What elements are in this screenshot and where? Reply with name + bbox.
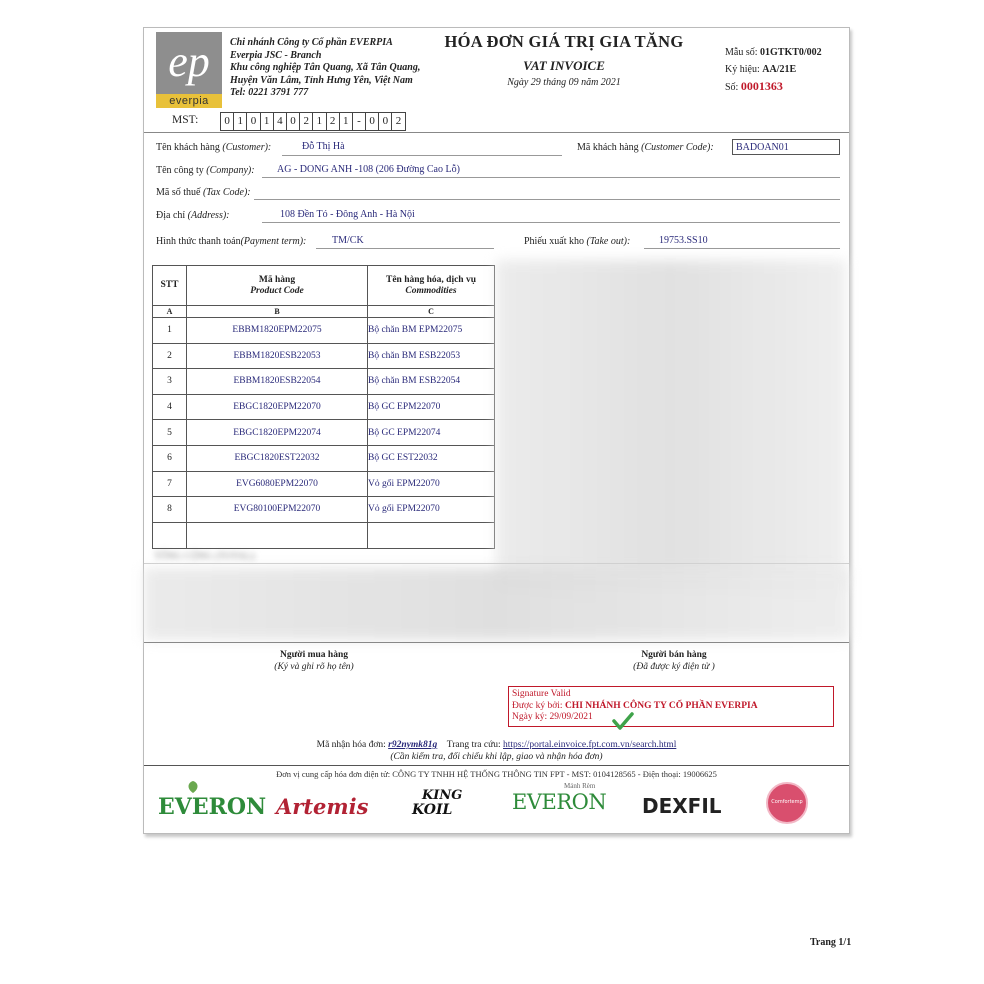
header-name-vi: Tên hàng hóa, dịch vụ: [385, 274, 477, 285]
mst-digit: 2: [300, 113, 313, 130]
lookup-note: (Cần kiểm tra, đối chiếu khi lập, giao và nhận hóa đơn): [390, 752, 603, 762]
row-code: EBBM1820EPM22075: [187, 318, 368, 344]
table-row: [153, 445, 495, 471]
lookup-code-label: Mã nhận hóa đơn:: [316, 740, 389, 750]
underline: [282, 155, 562, 156]
seller-info: [230, 37, 420, 100]
table-row: [153, 471, 495, 497]
table-row: [153, 497, 495, 523]
signed-by: Được ký bởi: CHI NHÁNH CÔNG TY CỔ PHẦN EVERPIA: [512, 700, 758, 711]
subheader-a: A: [153, 306, 187, 318]
row-name: Vỏ gối EPM22070: [368, 497, 495, 523]
customer-code-box: BADOAN01: [732, 139, 840, 155]
comfortemp-logo: Comfortemp: [766, 782, 808, 824]
artemis-logo: Artemis: [276, 794, 369, 819]
mst-digit: 1: [261, 113, 274, 130]
table-row: [153, 318, 495, 344]
row-code: EBBM1820ESB22054: [187, 369, 368, 395]
mst-digit: 0: [366, 113, 379, 130]
row-stt: 4: [153, 394, 187, 420]
sign-divider: [144, 642, 849, 643]
mst-label: MST:: [172, 114, 199, 126]
header-divider: [144, 132, 849, 133]
symbol-value: AA/21E: [762, 64, 797, 75]
row-name: Bộ GC EPM22070: [368, 394, 495, 420]
buyer-title: Người mua hàng: [280, 650, 348, 660]
items-table: [152, 265, 495, 549]
logo-text: everpia: [156, 94, 222, 108]
mst-digit: 0: [287, 113, 300, 130]
row-code: EVG6080EPM22070: [187, 471, 368, 497]
row-name: Bộ chăn BM ESB22053: [368, 343, 495, 369]
row-name: Vỏ gối EPM22070: [368, 471, 495, 497]
underline: [262, 177, 840, 178]
payment-value: TM/CK: [332, 235, 364, 246]
underline: [644, 248, 840, 249]
table-row: [153, 394, 495, 420]
row-stt: 7: [153, 471, 187, 497]
row-code: EBGC1820EPM22074: [187, 420, 368, 446]
table-row: [153, 420, 495, 446]
mst-boxes: [220, 112, 406, 131]
header-code-vi: Mã hàng: [258, 274, 296, 285]
invoice-date: Ngày 29 tháng 09 năm 2021: [507, 77, 621, 88]
seller-sub: (Đã được ký điện tử ): [633, 662, 715, 672]
row-name: Bộ chăn BM ESB22054: [368, 369, 495, 395]
brand-logos: [144, 780, 849, 832]
row-name: Bộ chăn BM EPM22075: [368, 318, 495, 344]
digital-signature-box: [508, 686, 834, 727]
mst-digit: 0: [379, 113, 392, 130]
customer-code-label: Mã khách hàng (Customer Code):: [577, 142, 714, 153]
mst-digit: 4: [274, 113, 287, 130]
address-value: 108 Đền Tó - Đông Anh - Hà Nội: [280, 209, 415, 220]
header-code-en: Product Code: [250, 285, 304, 296]
company-value: AG - DONG ANH -108 (206 Đường Cao Lỗ): [277, 164, 460, 175]
mst-digit: 0: [247, 113, 260, 130]
sign-date: Ngày ký: 29/09/2021: [512, 712, 593, 722]
mst-digit: 0: [221, 113, 234, 130]
leaf-icon: [184, 780, 202, 794]
underline: [316, 248, 494, 249]
header-name: [368, 266, 495, 306]
subheader-b: B: [187, 306, 368, 318]
row-stt: 2: [153, 343, 187, 369]
row-code: EVG80100EPM22070: [187, 497, 368, 523]
seller-line1: Chi nhánh Công ty Cổ phần EVERPIA: [230, 37, 393, 48]
underline: [262, 222, 840, 223]
signature-valid: Signature Valid: [512, 689, 571, 699]
provider-divider: [144, 765, 849, 766]
subheader-c: C: [368, 306, 495, 318]
form-value: 01GTKT0/002: [760, 47, 822, 58]
header-name-en: Commodities: [405, 285, 457, 296]
underline: [254, 199, 840, 200]
mst-digit: -: [353, 113, 366, 130]
mst-digit: 1: [234, 113, 247, 130]
total-divider: [144, 563, 849, 564]
customer-name-value: Đỗ Thị Hà: [302, 141, 345, 152]
customer-name-label: Tên khách hàng (Customer):: [156, 142, 272, 153]
row-code: EBGC1820EPM22070: [187, 394, 368, 420]
address-label: Địa chỉ (Address):: [156, 210, 230, 221]
mst-digit: 1: [340, 113, 353, 130]
header-code: [187, 266, 368, 306]
check-icon: [612, 711, 634, 731]
seller-line2: Everpia JSC - Branch: [230, 49, 322, 61]
seller-phone: Tel: 0221 3791 777: [230, 87, 309, 98]
provider-info: Đơn vị cung cấp hóa đơn điện tử: CÔNG TY TNHH HỆ THỐNG THÔNG TIN FPT - MST: 0104128565 - Điện thoại: 19006625: [276, 769, 717, 779]
lookup-line: [144, 740, 849, 750]
everon-curtain-logo: Mảnh Rèm EVERON: [512, 782, 607, 814]
seller-line3: Khu công nghiệp Tân Quang, Xã Tân Quang,: [230, 62, 421, 73]
buyer-sub: (Ký và ghi rõ họ tên): [274, 662, 354, 672]
table-row: [153, 369, 495, 395]
row-code: EBBM1820ESB22053: [187, 343, 368, 369]
lookup-site-label: Trang tra cứu:: [446, 740, 503, 750]
row-stt: 1: [153, 318, 187, 344]
page-number: Trang 1/1: [810, 937, 852, 948]
row-stt: 6: [153, 445, 187, 471]
table-row-empty: [153, 522, 495, 548]
row-stt: 5: [153, 420, 187, 446]
takeout-value: 19753.SS10: [659, 235, 708, 246]
mst-digit: 2: [395, 115, 402, 127]
invoice-number: 0001363: [740, 79, 783, 93]
row-stt: 3: [153, 369, 187, 395]
row-stt: 8: [153, 497, 187, 523]
invoice-subtitle: VAT INVOICE: [523, 58, 605, 73]
total-label: TỔNG CỘNG (TOTAL):: [154, 551, 257, 562]
symbol-label: Ký hiệu:: [725, 64, 760, 75]
kingkoil-logo: KING KOIL: [412, 788, 463, 818]
payment-label: Hình thức thanh toán(Payment term):: [156, 236, 307, 247]
lookup-site-link[interactable]: https://portal.einvoice.fpt.com.vn/search.html: [503, 740, 677, 750]
company-label: Tên công ty (Company):: [156, 165, 255, 176]
header-stt: STT: [153, 266, 187, 306]
table-header-row: [153, 266, 495, 306]
invoice-meta: [725, 44, 822, 96]
tax-code-label: Mã số thuế (Tax Code):: [156, 187, 251, 198]
seller-title: Người bán hàng: [641, 650, 707, 660]
logo-mark: ep: [168, 37, 210, 86]
redacted-amounts: [496, 260, 846, 590]
takeout-label: Phiếu xuất kho (Take out):: [524, 236, 631, 247]
redacted-total: [144, 568, 849, 640]
row-name: Bộ GC EST22032: [368, 445, 495, 471]
mst-digit: 1: [313, 113, 326, 130]
everon-logo: EVERON: [158, 786, 266, 820]
invoice-title: HÓA ĐƠN GIÁ TRỊ GIA TĂNG: [444, 32, 684, 51]
row-name: Bộ GC EPM22074: [368, 420, 495, 446]
lookup-code: r92nymk81g: [388, 740, 438, 750]
form-label: Mẫu số:: [725, 47, 758, 58]
number-label: Số:: [725, 82, 739, 93]
table-row: [153, 343, 495, 369]
mst-digit: 2: [327, 113, 340, 130]
invoice-page: [143, 27, 850, 834]
table-subheader-row: [153, 306, 495, 318]
seller-line4: Huyện Văn Lâm, Tỉnh Hưng Yên, Việt Nam: [230, 74, 413, 86]
dexfil-logo: DEXFIL: [642, 794, 722, 818]
row-code: EBGC1820EST22032: [187, 445, 368, 471]
